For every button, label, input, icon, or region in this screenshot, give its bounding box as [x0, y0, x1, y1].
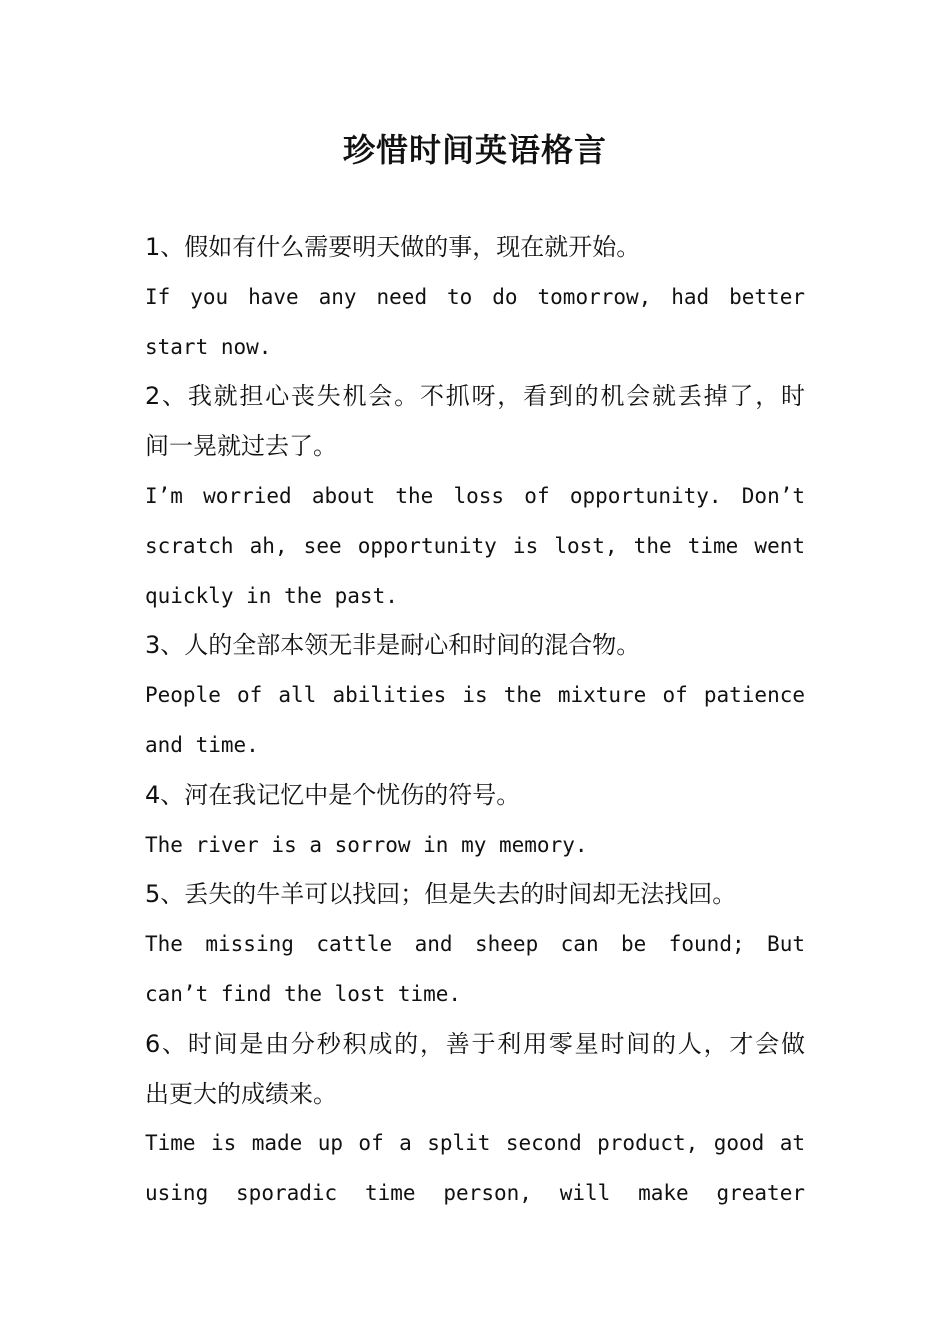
text-line: and time. — [145, 732, 259, 757]
text-line: quickly in the past. — [145, 583, 398, 608]
text-line: Time is made up of a split second product, good at — [145, 1131, 805, 1156]
text-line: If you have any need to do tomorrow, had better — [145, 284, 805, 309]
text-line: 3、人的全部本领无非是耐心和时间的混合物。 — [145, 631, 641, 660]
text-line: 4、河在我记忆中是个忧伤的符号。 — [145, 780, 521, 809]
text-line: 间一晃就过去了。 — [145, 432, 337, 461]
text-line: People of all abilities is the mixture of patience — [145, 683, 805, 708]
text-line: 5、丢失的牛羊可以找回；但是失去的时间却无法找回。 — [145, 880, 737, 909]
text-line: 6、时间是由分秒积成的，善于利用零星时间的人，才会做 — [145, 1029, 805, 1058]
text-line: start now. — [145, 334, 272, 359]
document-body — [145, 223, 805, 1219]
text-line: scratch ah, see opportunity is lost, the time went — [145, 533, 805, 558]
text-line: I’m worried about the loss of opportunity. Don’t — [145, 483, 805, 508]
text-line: 出更大的成绩来。 — [145, 1079, 337, 1108]
text-line: 2、我就担心丧失机会。不抓呀，看到的机会就丢掉了，时 — [145, 382, 805, 411]
text-line: The river is a sorrow in my memory. — [145, 832, 588, 857]
text-line: using sporadic time person, will make greater — [145, 1181, 805, 1206]
document-title: 珍惜时间英语格言 — [342, 131, 607, 169]
text-line: The missing cattle and sheep can be found; But — [145, 932, 805, 957]
text-line: 1、假如有什么需要明天做的事，现在就开始。 — [145, 233, 641, 261]
text-line: can’t find the lost time. — [145, 981, 462, 1006]
